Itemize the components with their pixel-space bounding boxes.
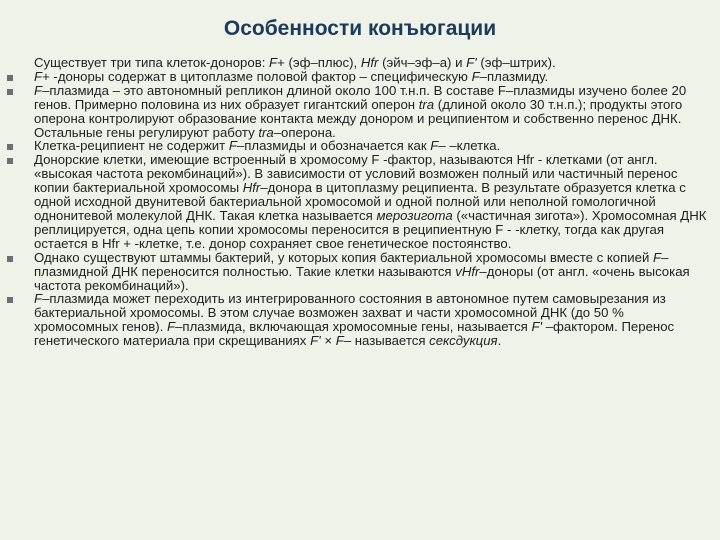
italic-text: F bbox=[167, 319, 176, 335]
paragraph bbox=[34, 84, 710, 140]
slide-title: Особенности конъюгации bbox=[223, 17, 497, 40]
italic-text: F bbox=[335, 333, 344, 349]
text-run: Однако существуют штаммы бактерий, у которых копия бактериальной хромосомы вместе с копией bbox=[34, 249, 653, 265]
italic-text: vHfr bbox=[455, 263, 480, 279]
bullet-icon bbox=[7, 256, 13, 262]
text-run: . bbox=[497, 333, 502, 349]
text-run: Существует три типа клеток-доноров: bbox=[34, 55, 270, 70]
italic-text: Hfr bbox=[242, 180, 261, 196]
slide-body bbox=[34, 56, 710, 348]
text-run: Клетка-реципиент не содержит bbox=[34, 138, 229, 154]
italic-text: F bbox=[228, 138, 237, 154]
text-run: – –клетка. bbox=[438, 138, 501, 154]
italic-text: F bbox=[653, 249, 662, 265]
bullet-icon bbox=[7, 89, 13, 95]
italic-text: F bbox=[471, 68, 480, 84]
text-run: (эйч–эф–а) и bbox=[378, 55, 467, 70]
bullet-icon bbox=[7, 75, 13, 81]
bullet-icon bbox=[7, 158, 13, 164]
italic-text: tra bbox=[418, 96, 435, 112]
paragraph bbox=[34, 56, 710, 70]
italic-text: F' bbox=[310, 333, 321, 349]
text-run: Донорские клетки, имеющие встроенный в хромосому F -фактор, называются Hfr - клетками (от англ. «высокая частота рекомбинаций»). В зависимости от условий возможен полный или частичный перенос копии бактериальной хромосомы bbox=[34, 152, 678, 196]
text-run: –плазмида может переходить из интегрированного состояния в автономное путем самовырезания из бактериальной хромосомы. В этом случае возможен захват и части хромосомной ДНК (до 50 % хромосомных генов). bbox=[34, 291, 666, 335]
italic-text: Hfr bbox=[360, 55, 379, 70]
italic-text: tra bbox=[258, 124, 274, 140]
italic-text: F bbox=[34, 68, 43, 84]
italic-text: F' bbox=[466, 55, 477, 70]
text-run: –доноры (от англ. «очень высокая частота рекомбинаций»). bbox=[34, 263, 690, 293]
text-run: (эф–штрих). bbox=[476, 55, 556, 70]
text-run: –фактором. Перенос генетического материала при скрещиваниях bbox=[34, 319, 675, 349]
text-run: –плазмиду. bbox=[479, 68, 549, 84]
text-run: + (эф–плюс), bbox=[277, 55, 361, 70]
paragraph bbox=[34, 251, 710, 293]
text-run: × bbox=[320, 333, 336, 349]
italic-text: F' bbox=[531, 319, 543, 335]
italic-text: мерозигота bbox=[376, 207, 453, 223]
bullet-icon bbox=[7, 144, 13, 150]
paragraph bbox=[34, 153, 710, 250]
text-run: –донора в цитоплазму реципиента. В результате образуется клетка с одной исходной двунитевой бактериальной хромосомой и одной полной или неполной гомологичной однонитевой молекулой ДНК. Такая клетка называется bbox=[34, 180, 686, 223]
italic-text: F bbox=[430, 138, 439, 154]
italic-text: сексдукция bbox=[429, 333, 498, 349]
italic-text: F bbox=[34, 291, 43, 307]
text-run: – называется bbox=[343, 333, 430, 349]
italic-text: F bbox=[269, 55, 278, 70]
text-run: –плазмидной ДНК переносится полностью. Такие клетки называются bbox=[34, 249, 669, 279]
text-run: (длиной около 30 т.н.п.); продукты этого оперона контролируют образование контакта между донором и реципиентом и собственно перенос ДНК. Остальные гены регулируют работу bbox=[34, 96, 683, 140]
text-run: –плазмиды и обозначается как bbox=[236, 138, 431, 154]
text-run: + -доноры содержат в цитоплазме половой фактор – специфическую bbox=[42, 68, 472, 84]
paragraph bbox=[34, 70, 710, 84]
paragraph bbox=[34, 292, 710, 348]
text-run: («частичная зигота»). Хромосомная ДНК реплицируется, одна цепь копии хромосомы переносится в реципиентную F - -клетку, тогда как другая остается в Hfr + -клетке, т.е. донор сохраняет свое генетическое постоянство. bbox=[34, 207, 707, 251]
text-run: –плазмида – это автономный репликон длиной около 100 т.н.п. В составе F–плазмиды изучено более 20 генов. Примерно половина из них образует гигантский оперон bbox=[34, 82, 687, 112]
text-run: –оперона. bbox=[273, 124, 336, 140]
text-run: –плазмида, включающая хромосомные гены, называется bbox=[175, 319, 532, 335]
italic-text: F bbox=[34, 82, 43, 98]
paragraph bbox=[34, 139, 710, 153]
bullet-icon bbox=[7, 297, 13, 303]
